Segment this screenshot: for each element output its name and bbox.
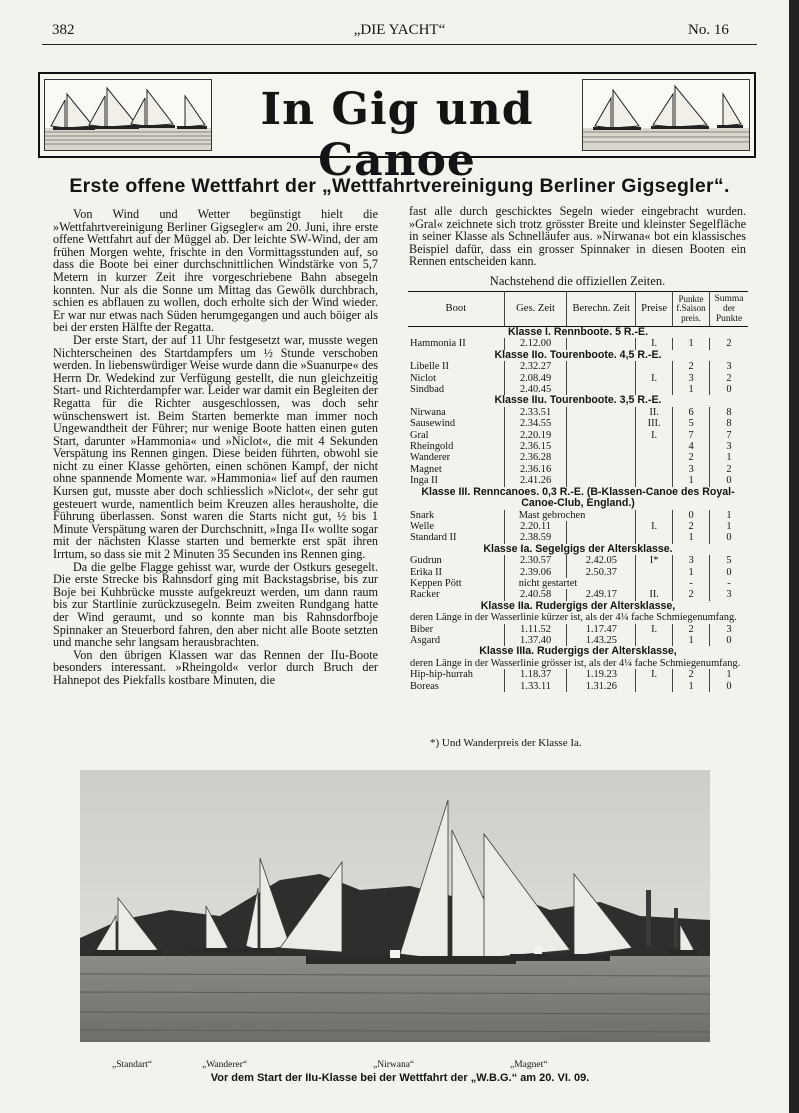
table-cell: 7 <box>673 430 710 441</box>
class-heading-row <box>408 544 748 555</box>
class-heading-row <box>408 646 748 657</box>
table-cell: 1 <box>673 338 710 349</box>
table-cell: 0 <box>710 635 748 646</box>
results-table <box>408 291 748 692</box>
article-left-column <box>53 208 378 687</box>
column-header: Ges. Zeit <box>504 292 567 327</box>
table-row <box>408 567 748 578</box>
table-cell: 2.40.58 <box>504 589 567 600</box>
table-cell: 5 <box>710 555 748 566</box>
table-cell: 3 <box>710 624 748 635</box>
table-cell: 2.36.28 <box>504 452 567 463</box>
table-cell <box>567 373 636 384</box>
table-cell: 2.39.06 <box>504 567 567 578</box>
paragraph: Von Wind und Wetter begünstigt hielt die »Wettfahrtvereinigung Berliner Gigsegler« am 20. Juni, ihre erste offene Wettfahrt auf der Müggel ab. Der leichte SW-Wind, der am frühen Morgen wehte, frischte in den Vormittagsstunden auf, so dass die Boote bei einer durchschnittlichen Windstärke von 5,7 Metern in kurzer Zeit ihre vorgeschriebene Bahn absegeln konnten. Nur als die Sonne um Mittag das Gewölk durchbrach, schien es abflauen zu wollen, doch erholte sich der Wind wieder. Er war nur etwas nach Süden herumgegangen und auch böiger als bei der ersten Hälfte der Regatta. <box>53 207 378 335</box>
table-cell: Niclot <box>410 372 436 384</box>
table-cell: 2.33.51 <box>504 407 567 418</box>
table-cell: 8 <box>710 418 748 429</box>
table-row <box>408 452 748 463</box>
footnote: *) Und Wanderpreis der Klasse Ia. <box>430 737 582 749</box>
table-row <box>408 361 748 372</box>
table-cell: Boreas <box>410 680 439 692</box>
table-cell: 2.49.17 <box>567 589 636 600</box>
table-cell: 1 <box>673 567 710 578</box>
class-heading-row <box>408 601 748 612</box>
table-cell: 2.12.00 <box>504 338 567 349</box>
table-cell: nicht gestartet <box>504 578 635 589</box>
table-cell: Mast gebrochen <box>504 510 635 521</box>
table-row <box>408 521 748 532</box>
table-cell: 3 <box>710 441 748 452</box>
table-cell: Standard II <box>410 532 457 544</box>
table-cell: - <box>673 578 710 589</box>
table-row <box>408 373 748 384</box>
column-header: Punkte f.Saison preis. <box>673 292 710 327</box>
regatta-photograph <box>80 770 710 1042</box>
table-body <box>408 327 748 693</box>
class-heading: Klasse I. Rennboote. 5 R.-E. <box>507 326 649 338</box>
table-cell: Hip-hip-hurrah <box>410 669 473 681</box>
table-cell <box>636 464 673 475</box>
table-cell <box>567 452 636 463</box>
table-cell: Welle <box>410 520 434 532</box>
table-cell: Libelle II <box>410 361 449 373</box>
table-cell: 1 <box>673 532 710 543</box>
class-heading-row <box>408 395 748 406</box>
column-header: Berechn. Zeit <box>567 292 636 327</box>
table-cell: Rheingold <box>410 441 454 453</box>
class-heading: Klasse IIIa. Rudergigs der Altersklasse, <box>479 645 677 658</box>
table-cell: 2 <box>673 624 710 635</box>
table-cell <box>567 464 636 475</box>
table-row <box>408 669 748 680</box>
column-header: Preise <box>636 292 673 327</box>
table-cell: 3 <box>673 555 710 566</box>
table-cell <box>636 475 673 486</box>
table-cell: 0 <box>710 681 748 692</box>
table-cell: 6 <box>673 407 710 418</box>
class-note-row <box>408 612 748 623</box>
table-cell: Erika II <box>410 566 443 578</box>
journal-title: „DIE YACHT“ <box>353 22 446 38</box>
table-cell: 0 <box>710 475 748 486</box>
table-cell: 2 <box>710 338 748 349</box>
table-cell: 1.17.47 <box>567 624 636 635</box>
table-cell <box>567 430 636 441</box>
table-row <box>408 441 748 452</box>
photo-label: „Standart“ <box>112 1060 153 1070</box>
class-heading-row <box>408 327 748 339</box>
table-cell: 1 <box>673 384 710 395</box>
table-cell: 1 <box>710 452 748 463</box>
table-cell: 2.50.37 <box>567 567 636 578</box>
table-cell <box>636 452 673 463</box>
class-heading: Klasse IIu. Tourenboote. 3,5 R.-E. <box>494 394 662 407</box>
table-row <box>408 475 748 486</box>
table-cell <box>567 521 636 532</box>
table-cell: 2.34.55 <box>504 418 567 429</box>
class-heading: Klasse III. Renncanoes. 0,3 R.-E. (B-Klassen-Canoe des Royal-Canoe-Club, England.) <box>421 485 735 510</box>
table-cell <box>636 578 673 589</box>
header-rule <box>42 44 757 45</box>
table-cell: Wanderer <box>410 452 451 464</box>
class-note-row <box>408 658 748 669</box>
table-cell: 3 <box>710 361 748 372</box>
table-cell: 2.36.16 <box>504 464 567 475</box>
table-cell: Racker <box>410 589 440 601</box>
table-cell <box>636 361 673 372</box>
table-cell: - <box>710 578 748 589</box>
table-cell: 2.40.45 <box>504 384 567 395</box>
table-cell: 5 <box>673 418 710 429</box>
photo-caption: Vor dem Start der IIu-Klasse bei der Wettfahrt der „W.B.G.“ am 20. VI. 09. <box>210 1072 590 1084</box>
column-header: Boot <box>408 292 504 327</box>
table-cell: I. <box>636 430 673 441</box>
paragraph: Da die gelbe Flagge gehisst war, wurde der Ostkurs gesegelt. Die erste Strecke bis Rahnsdorf ging mit Backstagsbrise, bis zur Boje bei Kuhbrücke musste aufgekreuzt werden, um dann raum bis zur Startlinie zurückzusegeln. Beim zweiten Rundgang hatte der Wind geraumt, und so konnte man bis Rahnsdorfboje Spinnaker an Steuerbord fahren, den aber nicht alle Boote setzten und manche sehr langsam herausbrachten. <box>53 559 378 650</box>
table-cell: 7 <box>710 430 748 441</box>
table-cell: 1.31.26 <box>567 681 636 692</box>
table-row <box>408 578 748 589</box>
table-cell: Inga II <box>410 475 438 487</box>
page-number: 382 <box>52 22 75 38</box>
table-cell: 1.19.23 <box>567 669 636 680</box>
paragraph: fast alle durch geschicktes Segeln wieder eingebracht wurden. »Gral« zeichnete sich trotz grösster Breite und kleinster Segelfläche in seiner Klasse als Schnelläufer aus. »Nirwana« bot ein klassisches Beispiel dafür, dass ein grosser Spinnaker in diesen Booten ein Rennen entscheiden kann. <box>409 204 746 269</box>
table-cell: 2.20.19 <box>504 430 567 441</box>
photo-label: „Wanderer“ <box>202 1060 248 1070</box>
table-cell: 2.36.15 <box>504 441 567 452</box>
table-cell: 2 <box>673 589 710 600</box>
table-header-row <box>408 292 748 327</box>
table-cell: 2 <box>710 464 748 475</box>
table-row <box>408 532 748 543</box>
class-note: deren Länge in der Wasserlinie grösser ist, als der 4¼ fache Schmiegenumfang. <box>410 657 741 669</box>
table-cell: 2.41.26 <box>504 475 567 486</box>
table-cell: I. <box>636 669 673 680</box>
table-cell: 2 <box>673 361 710 372</box>
table-row <box>408 510 748 521</box>
table-cell <box>567 418 636 429</box>
table-cell: 2 <box>673 669 710 680</box>
issue-number: No. 16 <box>688 22 729 38</box>
table-cell: 0 <box>710 532 748 543</box>
table-cell: 2.38.59 <box>504 532 567 543</box>
table-cell: 1.18.37 <box>504 669 567 680</box>
article-right-column <box>409 205 746 268</box>
photo-label: „Nirwana“ <box>373 1060 415 1070</box>
table-cell: 1 <box>710 510 748 521</box>
table-cell: 1.37.40 <box>504 635 567 646</box>
table-cell: Keppen Pött <box>410 577 462 589</box>
table-cell: 0 <box>710 384 748 395</box>
table-row <box>408 681 748 692</box>
table-cell: 3 <box>710 589 748 600</box>
table-cell: I. <box>636 338 673 349</box>
class-heading: Klasse Ia. Segelgigs der Altersklasse. <box>483 542 673 555</box>
class-heading-row <box>408 487 748 510</box>
table-cell: 2.30.57 <box>504 555 567 566</box>
table-row <box>408 407 748 418</box>
table-cell <box>636 441 673 452</box>
table-cell: I* <box>636 555 673 566</box>
table-cell: Gral <box>410 429 429 441</box>
table-cell <box>636 532 673 543</box>
table-cell: Biber <box>410 623 434 635</box>
table-row <box>408 430 748 441</box>
table-cell: 2.08.49 <box>504 373 567 384</box>
table-cell: 2 <box>710 373 748 384</box>
table-cell <box>636 567 673 578</box>
table-cell: II. <box>636 589 673 600</box>
table-cell: 1.11.52 <box>504 624 567 635</box>
page-edge-shadow <box>789 0 799 1113</box>
table-cell: 3 <box>673 373 710 384</box>
table-cell: 3 <box>673 464 710 475</box>
table-cell: III. <box>636 418 673 429</box>
table-cell <box>567 361 636 372</box>
table-cell <box>636 681 673 692</box>
table-cell: 1 <box>710 669 748 680</box>
class-heading-row <box>408 350 748 361</box>
table-cell: I. <box>636 373 673 384</box>
sailboats-vignette-right <box>582 79 750 151</box>
table-cell: Asgard <box>410 634 441 646</box>
table-cell: Snark <box>410 509 435 521</box>
column-header: Summa der Punkte <box>710 292 748 327</box>
table-cell <box>636 510 673 521</box>
class-heading: Klasse IIo. Tourenboote. 4,5 R.-E. <box>494 348 662 361</box>
table-cell: II. <box>636 407 673 418</box>
table-cell: 1 <box>673 681 710 692</box>
photo-label: „Magnet“ <box>510 1060 548 1070</box>
table-cell: 2 <box>673 521 710 532</box>
table-cell <box>567 441 636 452</box>
table-cell: 2.20.11 <box>504 521 567 532</box>
table-row <box>408 624 748 635</box>
table-cell: 4 <box>673 441 710 452</box>
table-cell: 2.32.27 <box>504 361 567 372</box>
table-cell: 1 <box>673 635 710 646</box>
table-cell: 1.43.25 <box>567 635 636 646</box>
times-title: Nachstehend die offiziellen Zeiten. <box>489 274 666 288</box>
table-cell: 1.33.11 <box>504 681 567 692</box>
class-heading: Klasse IIa. Rudergigs der Altersklasse, <box>480 599 676 612</box>
table-row <box>408 555 748 566</box>
table-cell: I. <box>636 624 673 635</box>
table-row <box>408 464 748 475</box>
table-cell <box>567 475 636 486</box>
table-cell <box>567 407 636 418</box>
table-cell: 1 <box>673 475 710 486</box>
table-cell: Magnet <box>410 463 442 475</box>
table-cell: Hammonia II <box>410 338 466 350</box>
table-cell: Nirwana <box>410 406 446 418</box>
banner-title: In Gig und Canoe <box>260 84 534 186</box>
sailboats-vignette-left <box>44 79 212 151</box>
table-cell: 1 <box>710 521 748 532</box>
table-cell: Gudrun <box>410 555 442 567</box>
table-cell: 0 <box>673 510 710 521</box>
table-cell: 0 <box>710 567 748 578</box>
table-cell: Sindbad <box>410 384 445 396</box>
table-cell <box>567 532 636 543</box>
paragraph: Der erste Start, der auf 11 Uhr festgesetzt war, musste wegen Nichterscheinen des Startdampfers um ½ Stunde verschoben werden. In liebenswürdiger Weise wurde dann die »Suanurpe« des Herrn Dr. Wedekind zur Verfügung gestellt, die nun gleichzeitig Start- und Richterdampfer war. Leider war damit ein Begleiten der Regatta für die Richter ausgeschlossen, was doch sehr wünschenswert ist. Beim Starten bemerkte man immer noch Ungewandtheit der Führer; nur wenige Boote hatten einen guten Start, darunter »Hammonia« und »Niclot«, die mit 4 Sekunden Verspätung ins Rennen gingen. Diese beiden führten, obwohl sie nicht zu einer Klasse gehörten, einen schönen Kampf, der nicht ohne spannende Momente war. »Hammonia« lief auf den raumen Kursen gut, musste aber doch schliesslich »Niclot«, der sehr gut gesteuert wurde, namentlich beim Kreuzen alles herausholte, die Führung überlassen. Sonst waren die Starts nicht gut, ½ bis 1 Minute Verspätung waren der Durchschnitt, »Inga II« wollte sogar mit der nächsten Klasse starten und bemerkte erst spät ihren Irrtum, so dass sie mit 2 Minuten 35 Secunden ins Rennen ging. <box>53 332 378 562</box>
table-cell: 2.42.05 <box>567 555 636 566</box>
paragraph: Von den übrigen Klassen war das Rennen der IIu-Boote besonders interessant. »Rheingold« verlor durch Bruch der Hahnepot des Piekfalls kostbare Minuten, die <box>53 647 378 687</box>
table-cell: 2 <box>673 452 710 463</box>
table-cell: 8 <box>710 407 748 418</box>
article-headline: Erste offene Wettfahrt der „Wettfahrtvereinigung Berliner Gigsegler“. <box>69 175 730 197</box>
table-cell: Sausewind <box>410 418 456 430</box>
table-row <box>408 418 748 429</box>
class-note: deren Länge in der Wasserlinie kürzer ist, als der 4¼ fache Schmiegenumfang. <box>410 612 737 624</box>
table-cell: I. <box>636 521 673 532</box>
